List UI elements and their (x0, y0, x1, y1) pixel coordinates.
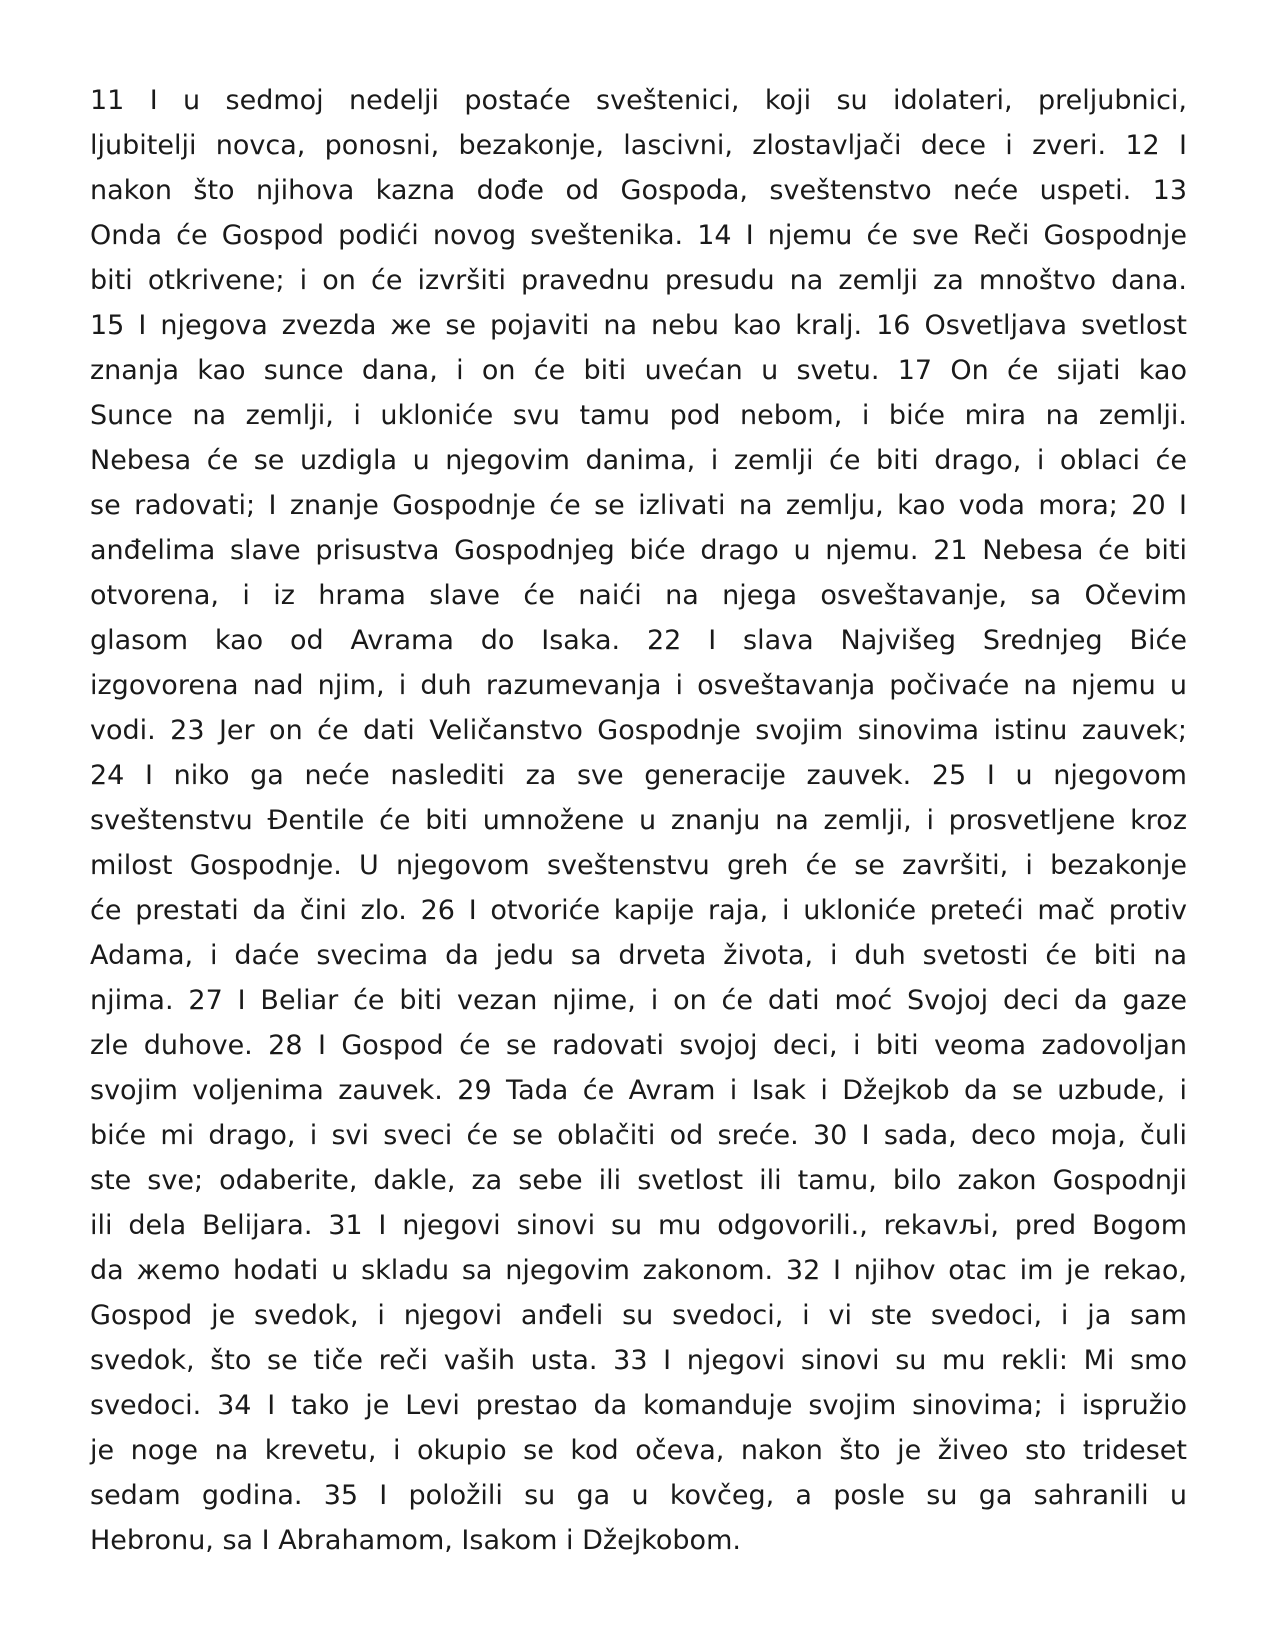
text-line: ljubitelji novca, ponosni, bezakonje, lascivni, zlostavljači dece i zveri. 12 I (90, 130, 1187, 161)
text-line: izgovorena nad njim, i duh razumevanja i osveštavanja počivaće na njemu u (90, 670, 1187, 701)
text-line: Sunce na zemlji, i ukloniće svu tamu pod nebom, i biće mira na zemlji. (90, 400, 1187, 431)
text-line: njima. 27 I Beliar će biti vezan njime, i on će dati moć Svojoj deci da gaze (90, 985, 1187, 1016)
text-line: 15 I njegova zvezda же se pojaviti na nebu kao kralj. 16 Osvetljava svetlost (90, 310, 1187, 341)
text-line: svedoci. 34 I tako je Levi prestao da komanduje svojim sinovima; i ispružio (90, 1390, 1187, 1421)
text-line: anđelima slave prisustva Gospodnjeg biće drago u njemu. 21 Nebesa će biti (90, 535, 1187, 566)
text-line: otvorena, i iz hrama slave će naići na njega osveštavanje, sa Očevim (90, 580, 1187, 611)
text-line: da жemo hodati u skladu sa njegovim zakonom. 32 I njihov otac im je rekao, (90, 1255, 1187, 1286)
text-line: 11 I u sedmoj nedelji postaće sveštenici, koji su idolateri, preljubnici, (90, 85, 1187, 116)
text-line: svedok, što se tiče reči vaših usta. 33 I njegovi sinovi su mu rekli: Mi smo (90, 1345, 1187, 1376)
text-line: ili dela Belijara. 31 I njegovi sinovi su mu odgovorili., rekavљi, pred Bogom (90, 1210, 1187, 1241)
text-line: sveštenstvu Đentile će biti umnožene u znanju na zemlji, i prosvetljene kroz (90, 805, 1187, 836)
text-line: Gospod je svedok, i njegovi anđeli su svedoci, i vi ste svedoci, i ja sam (90, 1300, 1187, 1331)
body-paragraph (90, 78, 1187, 1563)
text-line: ste sve; odaberite, dakle, za sebe ili svetlost ili tamu, bilo zakon Gospodnji (90, 1165, 1187, 1196)
text-line: 24 I niko ga neće naslediti za sve generacije zauvek. 25 I u njegovom (90, 760, 1187, 791)
text-line: se radovati; I znanje Gospodnje će se izlivati na zemlju, kao voda mora; 20 I (90, 490, 1187, 521)
text-line: sedam godina. 35 I položili su ga u kovčeg, a posle su ga sahranili u (90, 1480, 1187, 1511)
text-line: Onda će Gospod podići novog sveštenika. 14 I njemu će sve Reči Gospodnje (90, 220, 1187, 251)
text-line: milost Gospodnje. U njegovom sveštenstvu greh će se završiti, i bezakonje (90, 850, 1187, 881)
text-line: će prestati da čini zlo. 26 I otvoriće kapije raja, i ukloniće preteći mač protiv (90, 895, 1187, 926)
text-line: Adama, i daće svecima da jedu sa drveta života, i duh svetosti će biti na (90, 940, 1187, 971)
text-line: svojim voljenima zauvek. 29 Tada će Avram i Isak i Džejkob da se uzbude, i (90, 1075, 1187, 1106)
text-line: nakon što njihova kazna dođe od Gospoda, sveštenstvo neće uspeti. 13 (90, 175, 1187, 206)
text-line: biće mi drago, i svi sveci će se oblačiti od sreće. 30 I sada, deco moja, čuli (90, 1120, 1187, 1151)
text-line: glasom kao od Avrama do Isaka. 22 I slava Najvišeg Srednjeg Biće (90, 625, 1187, 656)
text-line: vodi. 23 Jer on će dati Veličanstvo Gospodnje svojim sinovima istinu zauvek; (90, 715, 1187, 746)
text-line: zle duhove. 28 I Gospod će se radovati svojoj deci, i biti veoma zadovoljan (90, 1030, 1187, 1061)
text-line: znanja kao sunce dana, i on će biti uvećan u svetu. 17 On će sijati kao (90, 355, 1187, 386)
text-line: Nebesa će se uzdigla u njegovim danima, i zemlji će biti drago, i oblaci će (90, 445, 1187, 476)
text-line: je noge na krevetu, i okupio se kod očeva, nakon što je živeo sto trideset (90, 1435, 1187, 1466)
text-line-last: Hebronu, sa I Abrahamom, Isakom i Džejkobom. (90, 1525, 741, 1556)
text-line: biti otkrivene; i on će izvršiti pravednu presudu na zemlji za mnoštvo dana. (90, 265, 1187, 296)
